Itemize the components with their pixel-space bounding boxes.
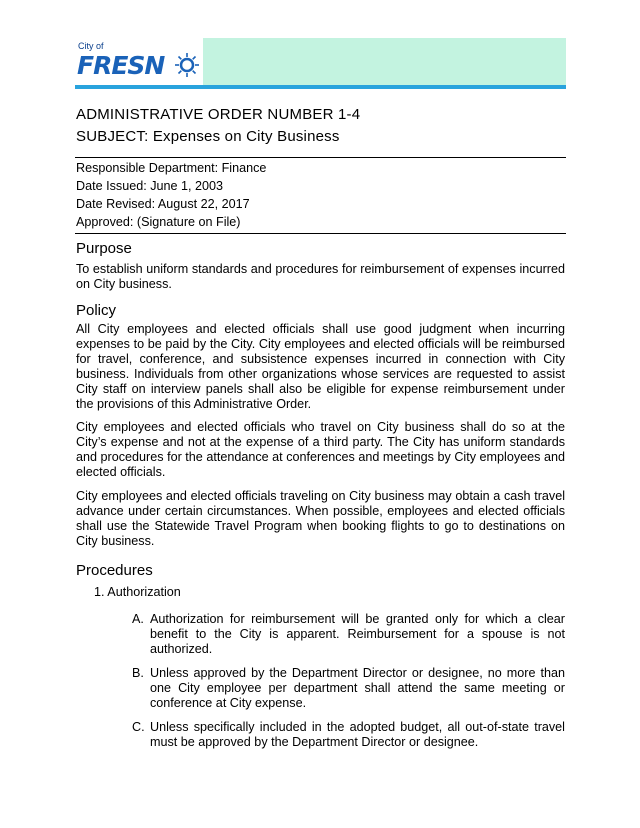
- subitem-text: Unless specifically included in the adopted budget, all out-of-state travel must be approved by the Department Director or designee.: [150, 720, 565, 749]
- subject-title: SUBJECT: Expenses on City Business: [76, 128, 340, 145]
- order-title: ADMINISTRATIVE ORDER NUMBER 1-4: [76, 106, 361, 123]
- city-logo: [75, 38, 203, 85]
- header-banner: [75, 38, 566, 89]
- purpose-text: To establish uniform standards and procedures for reimbursement of expenses incurred on City business.: [76, 262, 565, 291]
- responsible-department: Responsible Department: Finance: [76, 161, 267, 175]
- subitem-letter: B.: [132, 666, 144, 680]
- policy-paragraph-3: City employees and elected officials traveling on City business may obtain a cash travel advance under certain circumstances. When possible, employees and elected officials shall use the Statewide Travel Program when booking flights to go to destinations on City business.: [76, 489, 565, 548]
- policy-paragraph-2: City employees and elected officials who travel on City business shall do so at the City’s expense and not at the expense of a third party. The City has uniform standards and procedures for the attendance at conferences and meetings by City employees and elected officials.: [76, 420, 565, 479]
- date-issued: Date Issued: June 1, 2003: [76, 179, 224, 193]
- sun-icon: [174, 52, 200, 78]
- procedure-item-authorization: 1. Authorization: [94, 585, 181, 599]
- date-revised: Date Revised: August 22, 2017: [76, 197, 250, 211]
- logo-wordmark: FRESN: [77, 51, 165, 80]
- subitem-text: Authorization for reimbursement will be granted only for which a clear benefit to the City is apparent. Reimbursement for a spouse is not authorized.: [150, 612, 565, 656]
- logo-city-text: City of: [78, 41, 104, 51]
- procedures-heading: Procedures: [76, 562, 153, 579]
- subitem-letter: A.: [132, 612, 144, 626]
- policy-paragraph-1: All City employees and elected officials shall use good judgment when incurring expenses to be paid by the City. City employees and elected officials will be reimbursed for travel, conference, and subsistence expenses incurred in connection with City business. Individuals from other organizations whose services are requested to assist City staff on interview panels shall also be eligible for expense reimbursement under the provisions of this Administrative Order.: [76, 322, 565, 411]
- order-metadata: [75, 157, 566, 234]
- policy-heading: Policy: [76, 302, 117, 319]
- subitem-text: Unless approved by the Department Director or designee, no more than one City employee per department shall attend the same meeting or conference at City expense.: [150, 666, 565, 710]
- subitem-letter: C.: [132, 720, 145, 734]
- approval: Approved: (Signature on File): [76, 215, 241, 229]
- purpose-heading: Purpose: [76, 240, 132, 257]
